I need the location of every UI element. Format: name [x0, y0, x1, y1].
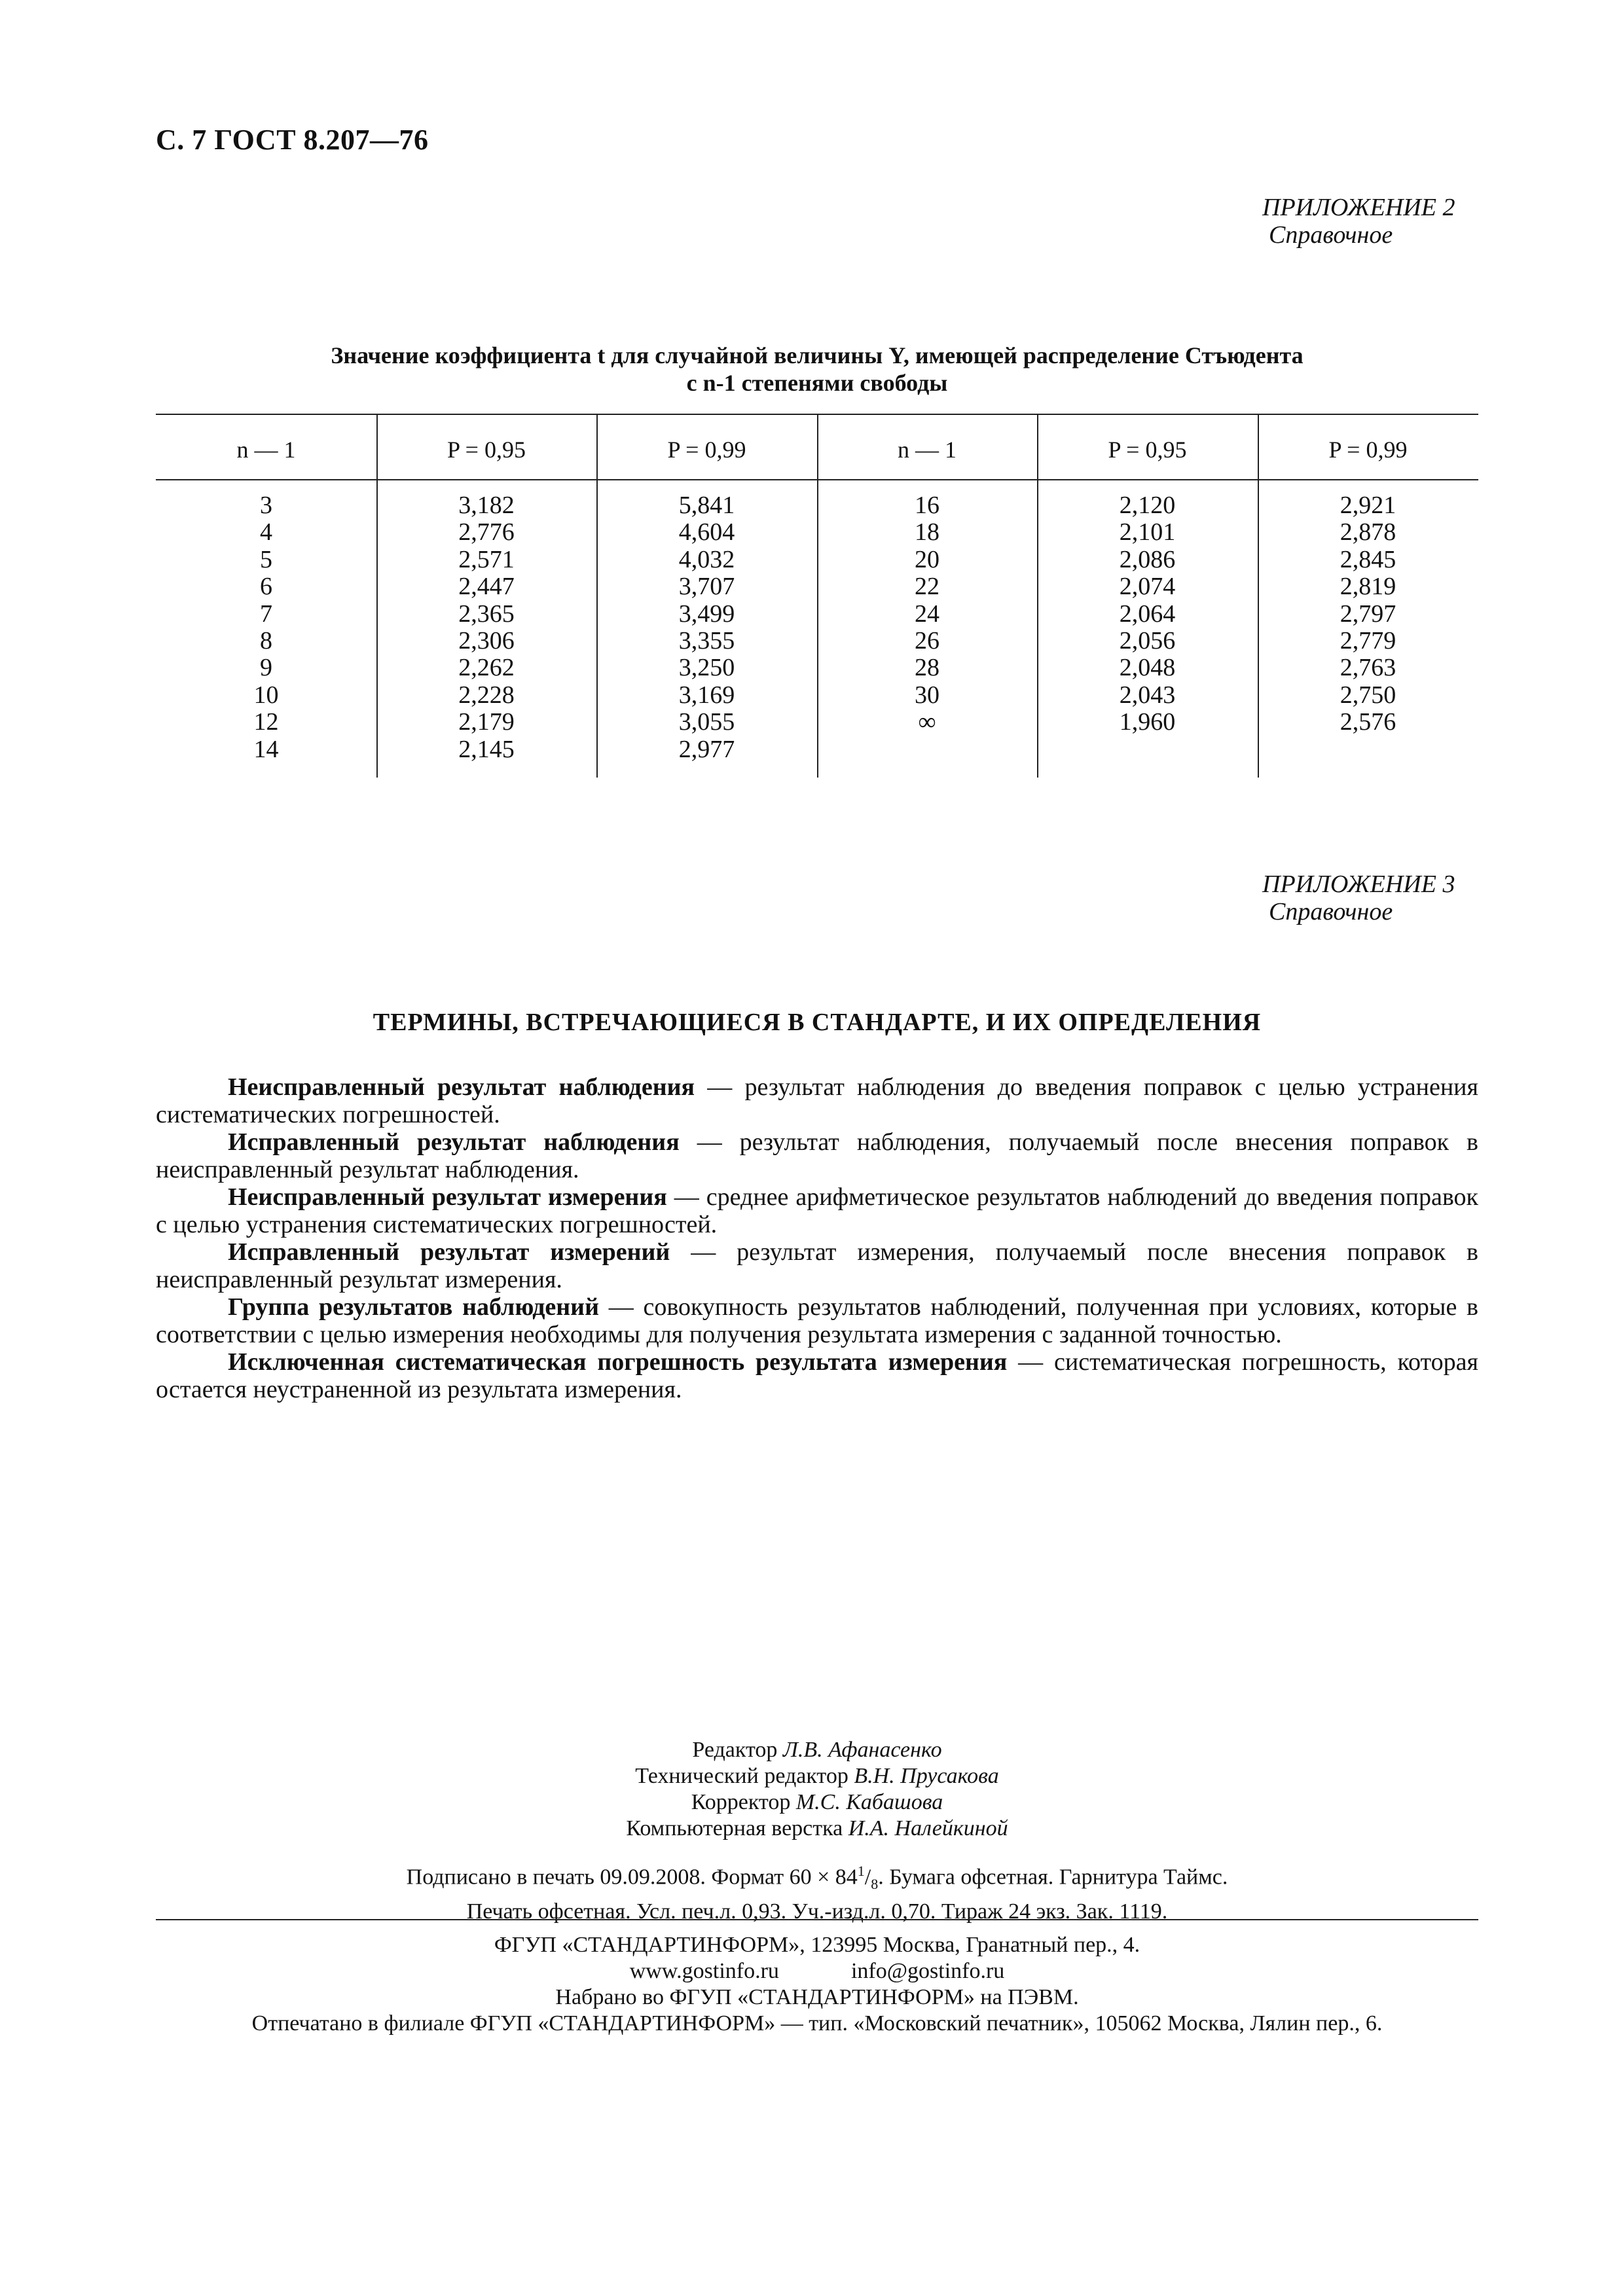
table-cell: 2,365 [458, 600, 515, 628]
table-cell: 3,250 [678, 654, 735, 682]
table-title-line-2: с n-1 степенями свободы [686, 370, 948, 396]
term-name: Исправленный результат наблюдения [228, 1128, 680, 1156]
table-cell: 4,604 [678, 518, 735, 547]
table-header-n-right: n — 1 [898, 437, 957, 463]
credit-editor [156, 1737, 1478, 1763]
appendix-3-subtitle: Справочное [1269, 898, 1393, 925]
term-definition: — совокупность результатов наблюдений, полученная при условиях, которые в соответствии с целью измерения необходимы для получения результата измерения с заданной точностью. [156, 1293, 1479, 1348]
table-cell: 2,179 [458, 708, 515, 736]
table-header-p95-right: P = 0,95 [1108, 437, 1187, 463]
table-cell: 3,355 [678, 626, 735, 655]
credits [156, 1737, 1478, 1842]
table-cell: 2,750 [1340, 681, 1396, 709]
table-cell: 28 [915, 654, 939, 682]
table-cell: 22 [915, 573, 939, 601]
appendix-2-title: ПРИЛОЖЕНИЕ 2 [1262, 194, 1455, 221]
table-cell: 5,841 [678, 492, 735, 519]
table-cell: 2,921 [1340, 492, 1396, 519]
table-title-line-1: Значение коэффициента t для случайной величины Y, имеющей распределение Стъюдента [331, 342, 1304, 368]
table-cell: 3,707 [678, 573, 735, 601]
print-info-line-2: Печать офсетная. Усл. печ.л. 0,93. Уч.-изд.л. 0,70. Тираж 24 экз. Зак. 1119. [466, 1899, 1168, 1924]
publisher-typeset: Набрано во ФГУП «СТАНДАРТИНФОРМ» на ПЭВМ. [555, 1985, 1079, 2009]
credit-label: Компьютерная верстка [626, 1816, 843, 1840]
table-cell: 20 [915, 545, 939, 573]
credit-person: М.С. Кабашова [795, 1790, 943, 1814]
table-cell: 3,169 [678, 681, 735, 709]
appendix-2-subtitle: Справочное [1269, 221, 1393, 249]
column-p99-right [1258, 492, 1478, 736]
table-cell: 24 [915, 600, 939, 628]
term-name: Группа результатов наблюдений [228, 1293, 599, 1321]
publisher-email: info@gostinfo.ru [850, 1959, 1005, 1983]
student-t-table [156, 414, 1478, 778]
table-header-p99-right: P = 0,99 [1328, 437, 1408, 463]
term-paragraph [156, 1073, 1478, 1128]
table-cell: 2,101 [1119, 518, 1176, 547]
table-cell: 5 [260, 545, 272, 573]
publisher-contacts [156, 1958, 1478, 1984]
table-cell: 6 [260, 573, 272, 601]
term-name: Исключенная систематическая погрешность результата измерения [228, 1348, 1008, 1376]
term-name: Неисправленный результат наблюдения [228, 1073, 695, 1101]
table-header-p95-left: P = 0,95 [447, 437, 526, 463]
page-header: С. 7 ГОСТ 8.207—76 [156, 124, 429, 156]
credit-label: Редактор [692, 1738, 778, 1762]
table-cell: 2,306 [458, 626, 515, 655]
term-paragraph [156, 1293, 1478, 1348]
print-info-text: . Бумага офсетная. Гарнитура Таймс. [878, 1865, 1228, 1890]
column-p95-left [376, 492, 596, 763]
table-cell: 26 [915, 626, 939, 655]
table-cell: 2,120 [1119, 492, 1176, 519]
terms-title: ТЕРМИНЫ, ВСТРЕЧАЮЩИЕСЯ В СТАНДАРТЕ, И ИХ ОПРЕДЕЛЕНИЯ [373, 1009, 1262, 1036]
table-cell: 10 [253, 681, 279, 709]
table-cell: ∞ [918, 708, 936, 736]
table-cell: 2,763 [1340, 654, 1396, 682]
term-definition: — среднее арифметическое результатов наблюдений до введения поправок с целью устранения систематических погрешностей. [156, 1183, 1478, 1238]
table-cell: 2,043 [1119, 681, 1176, 709]
term-name: Неисправленный результат измерения [228, 1183, 667, 1211]
table-cell: 30 [915, 681, 939, 709]
credit-person: Л.В. Афанасенко [782, 1738, 942, 1762]
table-cell: 18 [915, 518, 939, 547]
table-cell: 14 [253, 735, 279, 763]
table-cell: 8 [260, 626, 272, 655]
table-cell: 2,056 [1119, 626, 1176, 655]
table-cell: 2,819 [1340, 573, 1396, 601]
table-cell: 3,055 [678, 708, 735, 736]
table-cell: 2,064 [1119, 600, 1176, 628]
term-definition: — результат наблюдения до введения поправок с целью устранения систематических погрешностей. [156, 1073, 1478, 1128]
table-cell: 2,571 [458, 545, 515, 573]
term-paragraph [156, 1348, 1478, 1403]
table-cell: 2,074 [1119, 573, 1176, 601]
table-cell: 9 [260, 654, 272, 682]
table-cell: 7 [260, 600, 272, 628]
term-definition: — систематическая погрешность, которая остается неустраненной из результата измерения. [156, 1348, 1478, 1403]
table-cell: 2,779 [1340, 626, 1396, 655]
table-title [156, 342, 1478, 397]
publisher-address: ФГУП «СТАНДАРТИНФОРМ», 123995 Москва, Гранатный пер., 4. [494, 1933, 1140, 1957]
credit-label: Корректор [691, 1790, 791, 1814]
appendix-3-title: ПРИЛОЖЕНИЕ 3 [1262, 870, 1455, 898]
term-name: Исправленный результат измерений [228, 1238, 670, 1266]
table-cell: 2,228 [458, 681, 515, 709]
table-cell: 2,262 [458, 654, 515, 682]
table-cell: 3,499 [678, 600, 735, 628]
table-cell: 2,878 [1340, 518, 1396, 547]
table-cell: 4,032 [678, 545, 735, 573]
table-header-p99-left: P = 0,99 [667, 437, 746, 463]
table-cell: 2,145 [458, 735, 515, 763]
table-cell: 2,776 [458, 518, 515, 547]
terms-list [156, 1073, 1478, 1403]
publisher-printed: Отпечатано в филиале ФГУП «СТАНДАРТИНФОРМ» — тип. «Московский печатник», 105062 Москва, Лялин пер., 6. [251, 2011, 1383, 2036]
credit-label: Технический редактор [635, 1764, 848, 1788]
appendix-2-label [1262, 194, 1455, 249]
table-header-n-left: n — 1 [236, 437, 296, 463]
column-n-left [156, 492, 376, 763]
print-info [156, 1857, 1478, 1926]
print-info-text: Подписано в печать 09.09.2008. Формат 60 × 84 [406, 1865, 858, 1890]
print-info-line-1: Подписано в печать 09.09.2008. Формат $60 \times 84^1/_8$. Бумага офсетная. Гарнитура Таймс. [406, 1863, 1228, 1893]
publisher-website: www.gostinfo.ru [629, 1959, 779, 1983]
table-cell: 3 [260, 492, 272, 519]
format-fraction-numerator: 1 [857, 1863, 865, 1879]
table-cell: 3,182 [458, 492, 515, 519]
publisher-info [156, 1932, 1478, 2037]
credit-layout [156, 1816, 1478, 1842]
column-n-right [817, 492, 1037, 736]
credit-person: И.А. Налейкиной [848, 1816, 1008, 1840]
table-cell: 2,845 [1340, 545, 1396, 573]
table-cell: 2,086 [1119, 545, 1176, 573]
term-paragraph [156, 1183, 1478, 1238]
table-cell: 16 [915, 492, 939, 519]
table-cell: 2,576 [1340, 708, 1396, 736]
term-definition: — результат наблюдения, получаемый после внесения поправок в неисправленный результат наблюдения. [156, 1128, 1478, 1183]
credit-corrector [156, 1789, 1478, 1816]
appendix-3-label [1262, 870, 1455, 925]
table-cell: 2,977 [678, 735, 735, 763]
term-paragraph [156, 1238, 1478, 1293]
credit-person: В.Н. Прусакова [854, 1764, 999, 1788]
table-cell: 2,797 [1340, 600, 1396, 628]
column-p99-left [596, 492, 817, 763]
table-cell: 1,960 [1119, 708, 1176, 736]
footer-divider [156, 1919, 1478, 1920]
table-cell: 12 [253, 708, 279, 736]
format-fraction-denominator: 8 [871, 1876, 879, 1893]
table-cell: 2,447 [458, 573, 515, 601]
term-definition: — результат измерения, получаемый после внесения поправок в неисправленный результат измерения. [156, 1238, 1478, 1293]
table-cell: 2,048 [1119, 654, 1176, 682]
column-p95-right [1037, 492, 1258, 736]
credit-tech-editor [156, 1763, 1478, 1789]
table-cell: 4 [260, 518, 272, 547]
term-paragraph [156, 1128, 1478, 1183]
